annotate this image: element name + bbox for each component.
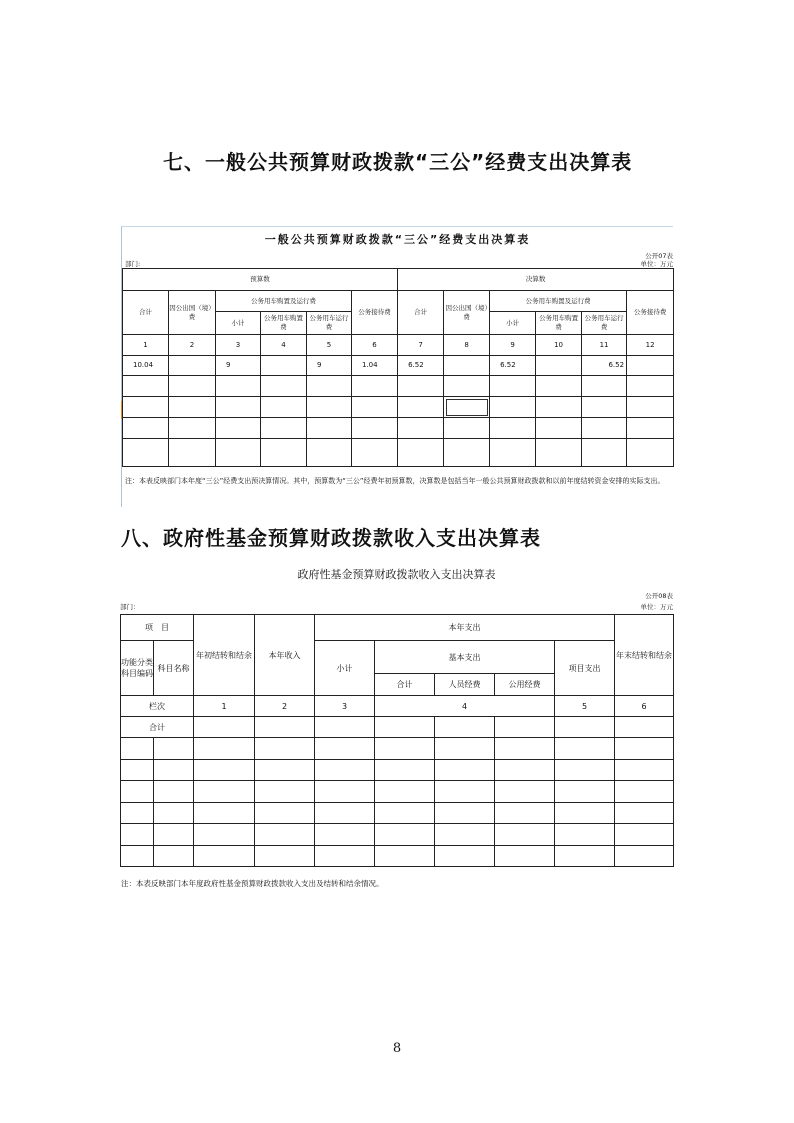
col-number: 3 — [216, 335, 261, 356]
header-func-code: 功能分类科目编码 — [121, 641, 154, 696]
header-basic: 基本支出 — [375, 641, 555, 674]
header-actual-vehicle-buy: 公务用车购置费 — [536, 312, 582, 335]
table2-title: 政府性基金预算财政拨款收入支出决算表 — [297, 568, 496, 581]
table1-unit-label: 单位：万元 — [640, 260, 673, 268]
col-number: 2 — [169, 335, 216, 356]
table-row — [123, 397, 674, 418]
header-basic-total: 合计 — [375, 674, 435, 696]
actual-vehicle-run-value: 6.52 — [582, 356, 627, 376]
table-row — [123, 418, 674, 439]
table-row — [121, 760, 674, 781]
table-row — [121, 824, 674, 846]
header-budget-vehicle: 公务用车购置及运行费 — [216, 291, 352, 312]
three-public-expense-table — [121, 226, 673, 507]
col-number: 8 — [444, 335, 490, 356]
col-number: 4 — [375, 696, 555, 717]
col-number: 4 — [261, 335, 307, 356]
table-row — [123, 356, 674, 376]
section8-heading: 八、政府性基金预算财政拨款收入支出决算表 — [121, 526, 541, 550]
table-row — [123, 376, 674, 397]
budget-abroad-value — [169, 356, 216, 376]
header-func-name: 科目名称 — [154, 641, 194, 696]
header-actual-subtotal: 小计 — [490, 312, 536, 335]
page-number: 8 — [392, 1041, 402, 1056]
table1-note: 注：本表反映部门本年度“三公”经费支出预决算情况。其中，预算数为“三公”经费年初预算数，决算数是包括当年一般公共预算财政拨款和以前年度结转资金安排的实际支出。 — [125, 477, 665, 485]
header-carryover-end: 年末结转和结余 — [615, 615, 674, 696]
col-number: 1 — [123, 335, 169, 356]
table2-note: 注：本表反映部门本年度政府性基金预算财政拨款收入支出及结转和结余情况。 — [121, 879, 384, 888]
col-number: 6 — [615, 696, 674, 717]
col-number: 5 — [555, 696, 615, 717]
header-expense-subtotal: 小计 — [315, 641, 375, 696]
table1-form-no: 公开07表 — [645, 252, 673, 260]
column-number-row — [121, 696, 674, 717]
header-budget-total: 合计 — [123, 291, 169, 335]
col-number: 3 — [315, 696, 375, 717]
header-income: 本年收入 — [255, 615, 315, 696]
col-number: 5 — [307, 335, 352, 356]
col-number: 10 — [536, 335, 582, 356]
table2-grid — [120, 614, 674, 867]
row-total-label: 合计 — [121, 717, 194, 738]
header-budget-vehicle-buy: 公务用车购置费 — [261, 312, 307, 335]
col-number: 12 — [627, 335, 674, 356]
col-number: 2 — [255, 696, 315, 717]
header-actual-vehicle: 公务用车购置及运行费 — [490, 291, 627, 312]
header-personnel: 人员经费 — [435, 674, 495, 696]
header-actual-vehicle-run: 公务用车运行费 — [582, 312, 627, 335]
table-row — [123, 439, 674, 467]
col-index-label: 栏次 — [121, 696, 194, 717]
actual-vehicle-buy-value — [536, 356, 582, 376]
header-actual-total: 合计 — [398, 291, 444, 335]
col-number: 6 — [352, 335, 398, 356]
table1-grid — [122, 268, 674, 467]
header-actual: 决算数 — [398, 269, 674, 291]
actual-total-value: 6.52 — [398, 356, 444, 376]
header-item: 项 目 — [121, 615, 194, 641]
actual-abroad-value — [444, 356, 490, 376]
header-carryover-begin: 年初结转和结余 — [194, 615, 255, 696]
table2-form-no: 公开08表 — [645, 592, 673, 600]
table2-unit-label: 单位：万元 — [640, 603, 673, 611]
table-row — [121, 846, 674, 867]
budget-vehicle-buy-value — [261, 356, 307, 376]
budget-total-value: 10.04 — [123, 356, 169, 376]
budget-vehicle-run-value: 9 — [307, 356, 352, 376]
budget-reception-value: 1.04 — [352, 356, 398, 376]
table2-dept-label: 部门： — [120, 603, 140, 611]
col-number: 9 — [490, 335, 536, 356]
actual-subtotal-value: 6.52 — [490, 356, 536, 376]
header-budget: 预算数 — [123, 269, 398, 291]
selected-cell[interactable] — [444, 397, 490, 418]
header-actual-abroad: 因公出国（境）费 — [444, 291, 490, 335]
col-number: 11 — [582, 335, 627, 356]
header-budget-abroad: 因公出国（境）费 — [169, 291, 216, 335]
column-number-row — [123, 335, 674, 356]
header-budget-vehicle-run: 公务用车运行费 — [307, 312, 352, 335]
budget-subtotal-value: 9 — [216, 356, 261, 376]
section7-heading: 七、一般公共预算财政拨款“三公”经费支出决算表 — [163, 150, 633, 174]
col-number: 1 — [194, 696, 255, 717]
gov-fund-table — [120, 566, 673, 901]
actual-reception-value — [627, 356, 674, 376]
table-row — [121, 738, 674, 760]
header-expense: 本年支出 — [315, 615, 615, 641]
col-number: 7 — [398, 335, 444, 356]
header-budget-subtotal: 小计 — [216, 312, 261, 335]
header-project: 项目支出 — [555, 641, 615, 696]
table1-dept-label: 部门: — [125, 260, 141, 268]
header-actual-reception: 公务接待费 — [627, 291, 674, 335]
table1-title: 一般公共预算财政拨款“三公”经费支出决算表 — [264, 233, 531, 246]
header-budget-reception: 公务接待费 — [352, 291, 398, 335]
table-row — [121, 803, 674, 824]
header-public: 公用经费 — [495, 674, 555, 696]
table-row — [121, 717, 674, 738]
table-row — [121, 781, 674, 803]
